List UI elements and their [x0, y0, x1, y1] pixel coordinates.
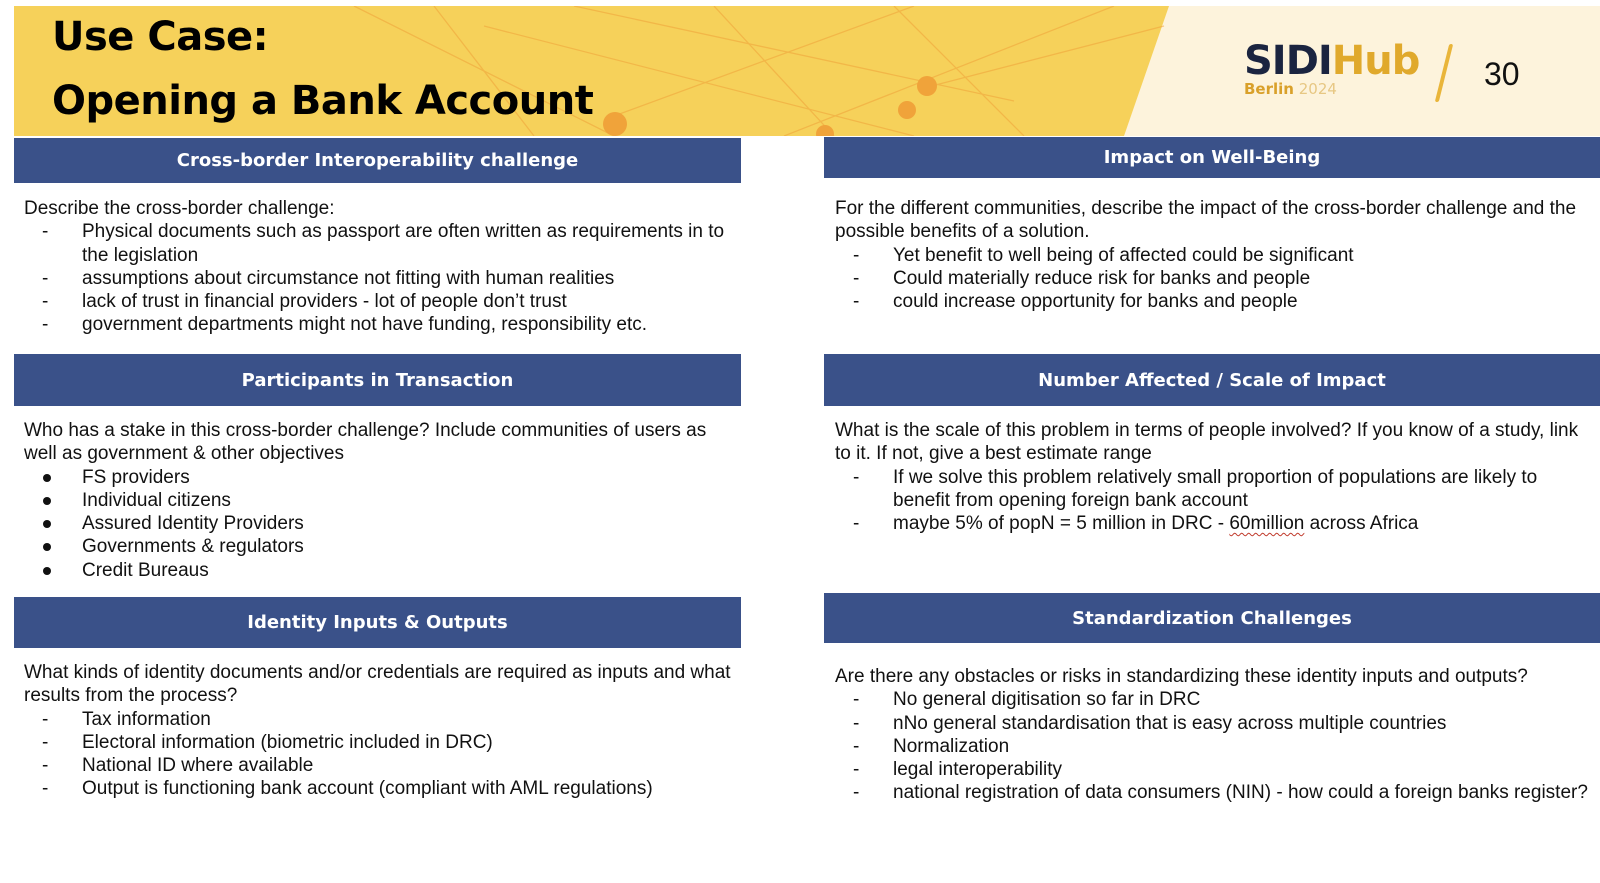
list-item: - Yet benefit to well being of affected could be significant [853, 244, 1354, 266]
header-banner [14, 6, 1600, 136]
heading-cross-border: Cross-border Interoperability challenge [14, 138, 741, 183]
heading-standardization: Standardization Challenges [824, 593, 1600, 643]
list-item: - government departments might not have funding, responsibility etc. [42, 314, 648, 336]
list-item: - Output is functioning bank account (compliant with AML regulations) [42, 778, 653, 800]
section-cross-border [24, 197, 739, 337]
cross-border-intro: Describe the cross-border challenge: [24, 198, 335, 219]
list-item: - could increase opportunity for banks and people [853, 291, 1298, 313]
scale-intro: What is the scale of this problem in terms of people involved? If you know of a study, link to it. If not, give a best estimate range [835, 420, 1579, 465]
list-item: - national registration of data consumers (NIN) - how could a foreign banks register? [853, 782, 1588, 804]
bullet-icon [43, 543, 51, 551]
heading-identity: Identity Inputs & Outputs [14, 597, 741, 648]
section-participants [24, 419, 739, 582]
list-item: Assured Identity Providers [24, 512, 739, 535]
list-item: FS providers [24, 466, 739, 489]
bullet-icon [43, 497, 51, 505]
logo-year: 2024 [1298, 80, 1337, 98]
section-identity [24, 661, 739, 801]
identity-intro: What kinds of identity documents and/or credentials are required as inputs and what results from the process? [24, 662, 731, 707]
list-item: Individual citizens [24, 489, 739, 512]
list-item: - National ID where available [42, 755, 314, 777]
list-item: - nNo general standardisation that is easy across multiple countries [853, 712, 1447, 734]
spellcheck-flagged-word: 60million [1229, 513, 1305, 535]
list-item: - Physical documents such as passport are often written as requirements in to the legislation [42, 221, 725, 266]
list-item: - Normalization [853, 735, 1010, 757]
standardization-list [835, 688, 1595, 804]
logo-text-sidi: SIDI [1244, 38, 1332, 84]
participants-list [24, 466, 739, 582]
logo-city: Berlin [1244, 80, 1294, 98]
list-item: - legal interoperability [853, 759, 1062, 781]
impact-list [835, 244, 1595, 314]
list-item: - If we solve this problem relatively small proportion of populations are likely to benefit from opening foreign bank account [853, 466, 1538, 511]
list-item: - No general digitisation so far in DRC [853, 689, 1201, 711]
section-standardization [835, 665, 1595, 805]
page-title-line-2: Opening a Bank Account [52, 78, 594, 124]
logo-text-hub: Hub [1331, 38, 1420, 84]
list-item: - lack of trust in financial providers - lot of people don’t trust [42, 291, 567, 313]
cross-border-list [24, 220, 739, 336]
page-title-line-1: Use Case: [52, 14, 269, 60]
list-item: - maybe 5% of popN = 5 million in DRC - 60million across Africa [853, 513, 1419, 535]
list-item: Credit Bureaus [24, 559, 739, 582]
list-item: - Electoral information (biometric included in DRC) [42, 731, 493, 753]
heading-scale: Number Affected / Scale of Impact [824, 354, 1600, 406]
bullet-icon [43, 567, 51, 575]
section-scale [835, 419, 1595, 535]
bullet-icon [43, 520, 51, 528]
heading-participants: Participants in Transaction [14, 354, 741, 406]
page-number: 30 [1484, 56, 1520, 92]
standardization-intro: Are there any obstacles or risks in standardizing these identity inputs and outputs? [835, 666, 1528, 687]
list-item: - assumptions about circumstance not fitting with human realities [42, 267, 615, 289]
participants-intro: Who has a stake in this cross-border challenge? Include communities of users as well as government & other objectives [24, 420, 707, 465]
impact-intro: For the different communities, describe the impact of the cross-border challenge and the possible benefits of a solution. [835, 198, 1577, 243]
scale-list [835, 466, 1595, 536]
section-impact [835, 197, 1595, 313]
bullet-icon [43, 474, 51, 482]
list-item: - Could materially reduce risk for banks and people [853, 267, 1311, 289]
heading-impact: Impact on Well-Being [824, 137, 1600, 178]
list-item: - Tax information [42, 708, 211, 730]
sidi-hub-logo [1244, 40, 1419, 98]
identity-list [24, 708, 739, 801]
list-item: Governments & regulators [24, 535, 739, 558]
